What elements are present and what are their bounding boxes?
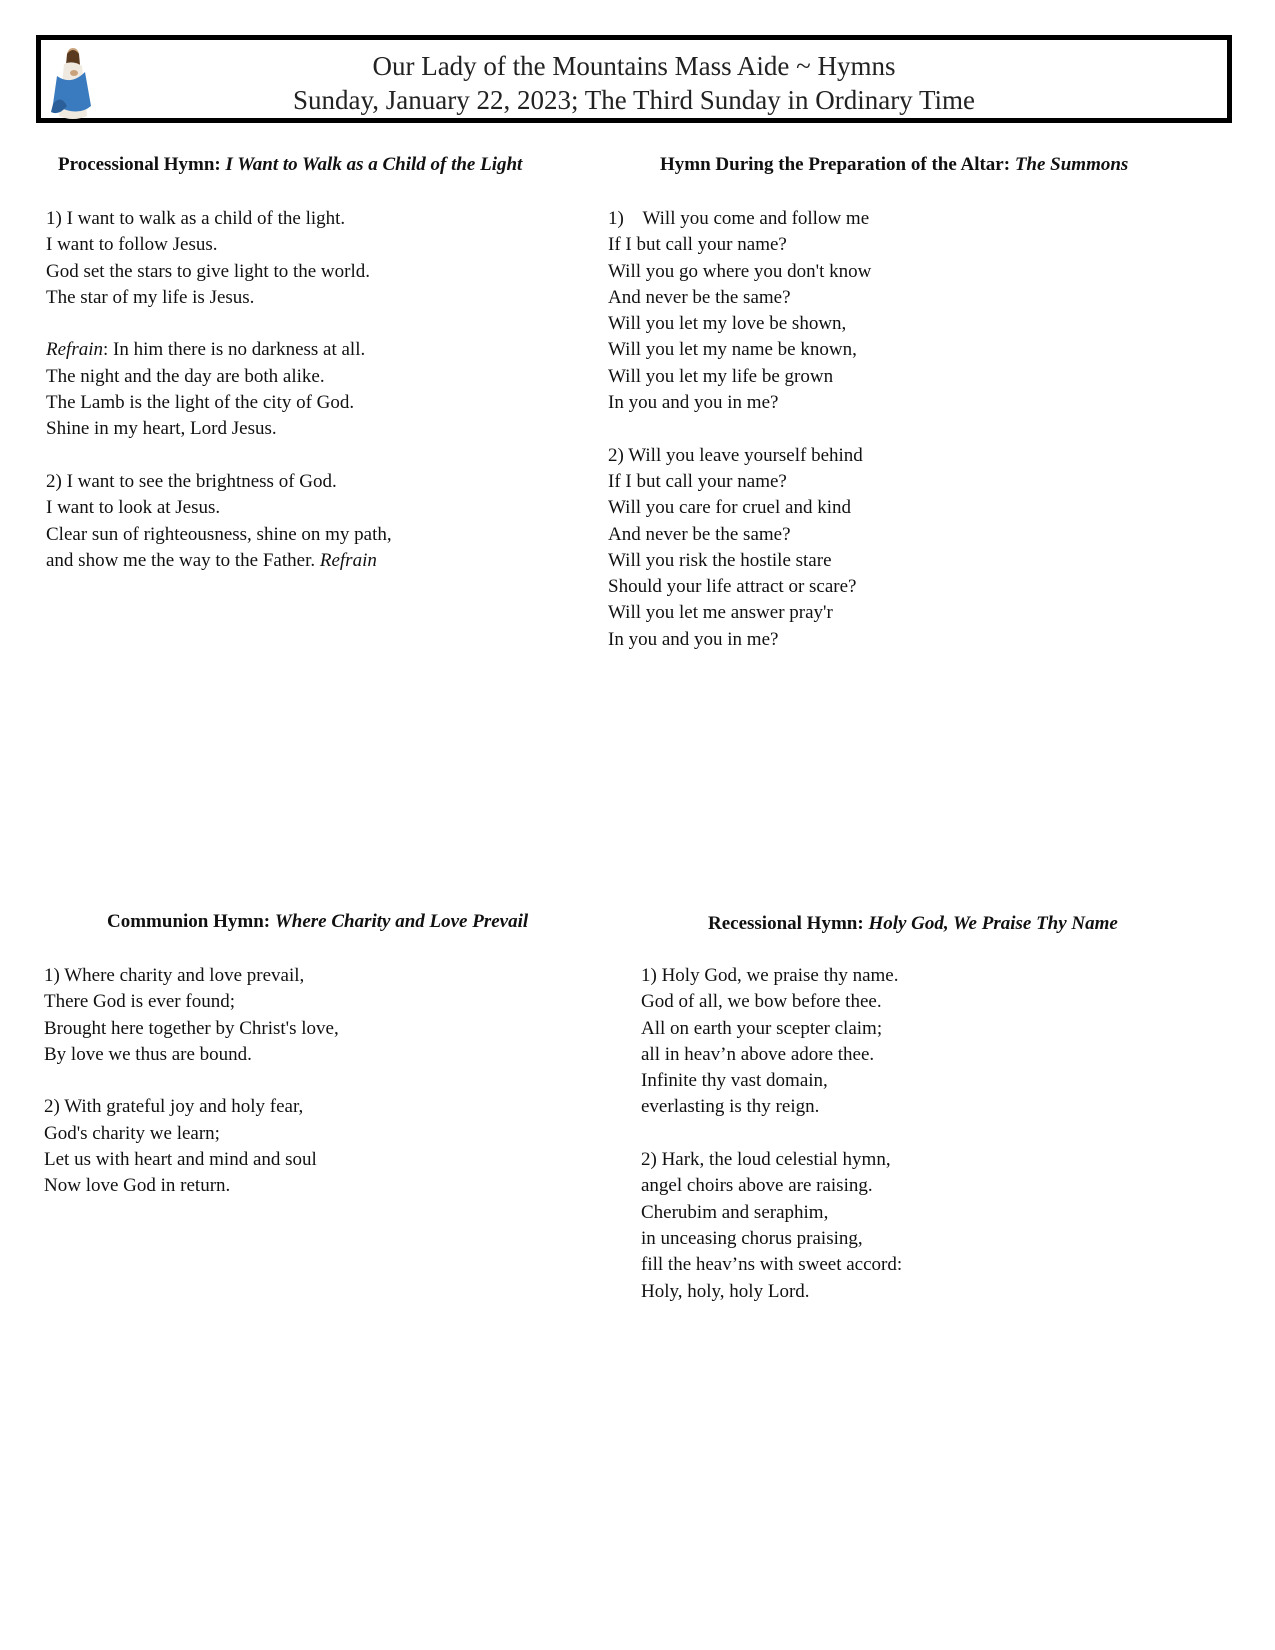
verse-line: Cherubim and seraphim, [641,1201,829,1223]
processional-verse-2 [46,469,392,574]
verse-line: fill the heav’ns with sweet accord: [641,1254,903,1276]
verse-line: Will you go where you don't know [608,260,872,282]
preparation-verse-2 [608,443,871,653]
verse-line: Clear sun of righteousness, shine on my path, [46,523,392,545]
preparation-verse-1 [608,206,871,416]
preparation-title: The Summons [1014,154,1129,175]
verse-line: Infinite thy vast domain, [641,1070,828,1092]
header-date: Sunday, January 22, 2023; The Third Sunday in Ordinary Time [293,85,975,115]
verse-line: 1) I want to walk as a child of the light. [46,208,346,229]
communion-hymn-heading [107,910,528,934]
verse-line: in unceasing chorus praising, [641,1227,863,1249]
verse-line: angel choirs above are raising. [641,1175,873,1197]
verse-line: There God is ever found; [44,991,235,1013]
verse-line: The Lamb is the light of the city of God. [46,392,355,414]
processional-label: Processional Hymn: [58,154,226,175]
communion-title: Where Charity and Love Prevail [274,911,529,932]
verse-line: 2) Hark, the loud celestial hymn, [641,1149,891,1171]
verse-line: 2) Will you leave yourself behind [608,444,863,466]
verse-line: Shine in my heart, Lord Jesus. [46,418,277,440]
verse-line: God's charity we learn; [44,1122,220,1144]
refrain-cue: Refrain [319,549,377,571]
header-box [36,35,1232,123]
verse-last-text: and show me the way to the Father. [46,549,320,571]
verse-line: And never be the same? [608,286,791,308]
verse-line: I want to follow Jesus. [46,234,218,256]
verse-line: 1) Will you come and follow me [608,208,870,229]
communion-verses [44,963,339,1226]
verse-line: Will you let my love be shown, [608,313,847,335]
recessional-title: Holy God, We Praise Thy Name [868,913,1118,934]
verse-line: Will you risk the hostile stare [608,549,832,571]
recessional-label: Recessional Hymn: [708,913,869,934]
preparation-hymn-heading [660,153,1128,177]
verse-line: 2) With grateful joy and holy fear, [44,1096,304,1118]
processional-verse-1 [46,206,392,311]
verse-line: Should your life attract or scare? [608,576,857,598]
verse-line: In you and you in me? [608,628,779,650]
verse-line: God set the stars to give light to the world. [46,260,371,282]
processional-verses [46,206,392,600]
verse-line: I want to look at Jesus. [46,497,221,519]
communion-label: Communion Hymn: [107,911,275,932]
verse-line: Will you let me answer pray'r [608,602,833,624]
verse-line: If I but call your name? [608,234,787,256]
verse-line: God of all, we bow before thee. [641,991,882,1013]
verse-line: all in heav’n above adore thee. [641,1043,875,1065]
processional-hymn-heading [58,153,522,177]
recessional-verses [641,963,902,1331]
verse-line: Will you let my life be grown [608,365,834,387]
recessional-verse-1 [641,963,902,1121]
verse-line: Now love God in return. [44,1175,231,1197]
verse-line: Holy, holy, holy Lord. [641,1280,810,1302]
preparation-verses [608,206,871,679]
verse-line: And never be the same? [608,523,791,545]
verse-line: The star of my life is Jesus. [46,286,255,308]
recessional-verse-2 [641,1147,902,1305]
verse-line: By love we thus are bound. [44,1043,252,1065]
verse-line: 2) I want to see the brightness of God. [46,470,337,492]
verse-last-line [46,548,392,574]
verse-line: Will you let my name be known, [608,339,857,361]
recessional-hymn-heading [708,912,1118,936]
refrain-first-line [46,337,392,363]
communion-verse-1 [44,963,339,1068]
preparation-label: Hymn During the Preparation of the Altar: [660,154,1015,175]
processional-title: I Want to Walk as a Child of the Light [225,154,523,175]
verse-line: If I but call your name? [608,470,787,492]
verse-line: In you and you in me? [608,392,779,414]
verse-line: Let us with heart and mind and soul [44,1149,317,1171]
communion-verse-2 [44,1094,339,1199]
verse-line: Will you care for cruel and kind [608,497,851,519]
verse-line: 1) Where charity and love prevail, [44,965,305,986]
processional-refrain [46,337,392,442]
verse-line: All on earth your scepter claim; [641,1017,883,1039]
verse-line: 1) Holy God, we praise thy name. [641,965,899,986]
refrain-label: Refrain [46,339,103,361]
verse-line: everlasting is thy reign. [641,1096,820,1118]
verse-line: Brought here together by Christ's love, [44,1017,339,1039]
refrain-first-text: : In him there is no darkness at all. [103,339,366,361]
verse-line: The night and the day are both alike. [46,365,325,387]
header-title: Our Lady of the Mountains Mass Aide ~ Hymns [372,51,896,81]
